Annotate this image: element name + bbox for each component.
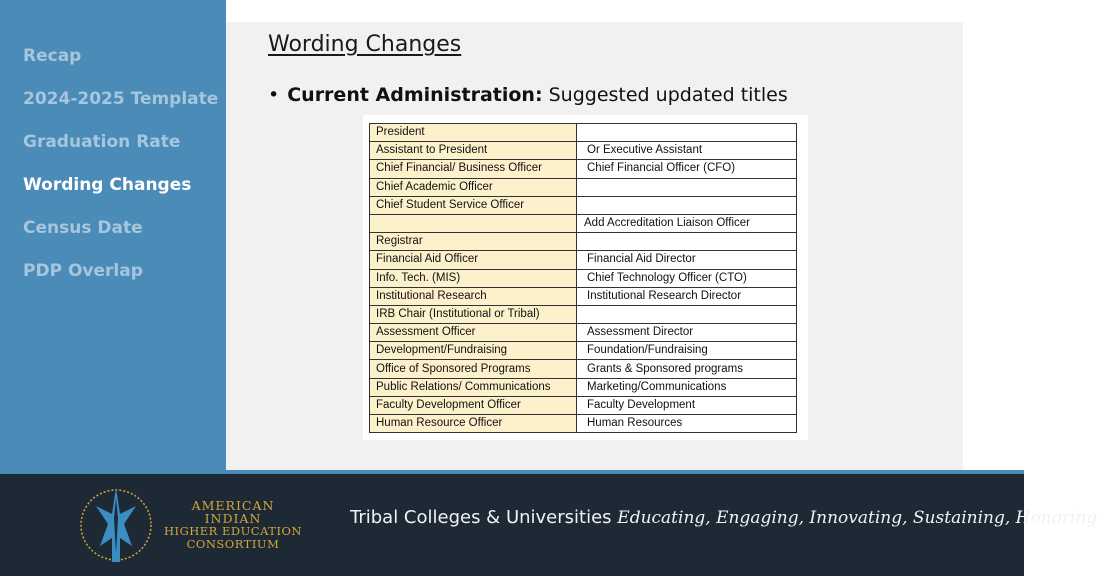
current-title-cell: Info. Tech. (MIS) xyxy=(370,269,577,287)
table-row xyxy=(370,305,797,323)
table-row xyxy=(370,269,797,287)
table-row xyxy=(370,233,797,251)
table-row xyxy=(370,196,797,214)
current-title-cell: Faculty Development Officer xyxy=(370,396,577,414)
current-title-cell: President xyxy=(370,124,577,142)
current-title-cell: Development/Fundraising xyxy=(370,342,577,360)
bullet-dot-icon: • xyxy=(268,84,280,106)
org-name-line3: CONSORTIUM xyxy=(186,537,280,551)
bullet-current-administration xyxy=(268,84,788,106)
org-name-line1: AMERICAN INDIAN xyxy=(191,498,275,526)
table-row xyxy=(370,342,797,360)
current-title-cell: Chief Academic Officer xyxy=(370,178,577,196)
table-row xyxy=(370,124,797,142)
footer-tagline xyxy=(350,507,1097,528)
suggested-title-cell: Institutional Research Director xyxy=(577,287,797,305)
right-margin xyxy=(963,0,1024,470)
bullet-text: Suggested updated titles xyxy=(542,84,788,106)
sidebar-nav xyxy=(0,0,226,470)
suggested-title-cell: Foundation/Fundraising xyxy=(577,342,797,360)
table-row xyxy=(370,287,797,305)
suggested-title-cell: Or Executive Assistant xyxy=(577,142,797,160)
suggested-title-cell xyxy=(577,196,797,214)
sidebar-item-template[interactable]: 2024-2025 Template xyxy=(23,89,219,109)
footer xyxy=(0,474,1097,576)
suggested-title-cell: Assessment Director xyxy=(577,324,797,342)
org-name-line2: HIGHER EDUCATION xyxy=(164,524,302,538)
suggested-title-cell xyxy=(577,233,797,251)
current-title-cell: Assessment Officer xyxy=(370,324,577,342)
table-row xyxy=(370,415,797,433)
table-row xyxy=(370,214,797,232)
current-title-cell: Registrar xyxy=(370,233,577,251)
sidebar-item-census-date[interactable]: Census Date xyxy=(23,218,143,238)
current-title-cell: Institutional Research xyxy=(370,287,577,305)
top-margin xyxy=(226,0,1024,22)
suggested-title-cell: Grants & Sponsored programs xyxy=(577,360,797,378)
org-name xyxy=(163,499,303,551)
table-row xyxy=(370,142,797,160)
sidebar-item-pdp-overlap[interactable]: PDP Overlap xyxy=(23,261,143,281)
current-title-cell: Human Resource Officer xyxy=(370,415,577,433)
table-row xyxy=(370,378,797,396)
suggested-title-cell: Financial Aid Director xyxy=(577,251,797,269)
suggested-title-cell: Faculty Development xyxy=(577,396,797,414)
table-row xyxy=(370,251,797,269)
current-title-cell: Chief Financial/ Business Officer xyxy=(370,160,577,178)
sidebar-item-recap[interactable]: Recap xyxy=(23,46,82,66)
current-title-cell: Assistant to President xyxy=(370,142,577,160)
table-row xyxy=(370,396,797,414)
aihec-emblem-icon xyxy=(78,484,154,566)
suggested-title-cell: Add Accreditation Liaison Officer xyxy=(577,214,797,232)
page-title: Wording Changes xyxy=(268,32,462,57)
suggested-title-cell xyxy=(577,305,797,323)
tagline-italic: Educating, Engaging, Innovating, Sustaining, Honoring xyxy=(617,508,1097,528)
table-row xyxy=(370,360,797,378)
suggested-title-cell: Human Resources xyxy=(577,415,797,433)
table-row xyxy=(370,178,797,196)
table-row xyxy=(370,324,797,342)
titles-table-container xyxy=(363,115,808,440)
current-title-cell: Chief Student Service Officer xyxy=(370,196,577,214)
slide-content xyxy=(226,22,963,470)
suggested-title-cell: Chief Technology Officer (CTO) xyxy=(577,269,797,287)
current-title-cell xyxy=(370,214,577,232)
current-title-cell: Public Relations/ Communications xyxy=(370,378,577,396)
bullet-bold-label: Current Administration: xyxy=(287,84,543,106)
current-title-cell: Financial Aid Officer xyxy=(370,251,577,269)
sidebar-item-graduation-rate[interactable]: Graduation Rate xyxy=(23,132,181,152)
suggested-title-cell xyxy=(577,124,797,142)
suggested-title-cell: Marketing/Communications xyxy=(577,378,797,396)
suggested-title-cell xyxy=(577,178,797,196)
suggested-title-cell: Chief Financial Officer (CFO) xyxy=(577,160,797,178)
current-title-cell: IRB Chair (Institutional or Tribal) xyxy=(370,305,577,323)
titles-table xyxy=(369,123,797,433)
sidebar-item-wording-changes[interactable]: Wording Changes xyxy=(23,175,192,195)
table-row xyxy=(370,160,797,178)
current-title-cell: Office of Sponsored Programs xyxy=(370,360,577,378)
tagline-plain: Tribal Colleges & Universities xyxy=(350,507,618,528)
